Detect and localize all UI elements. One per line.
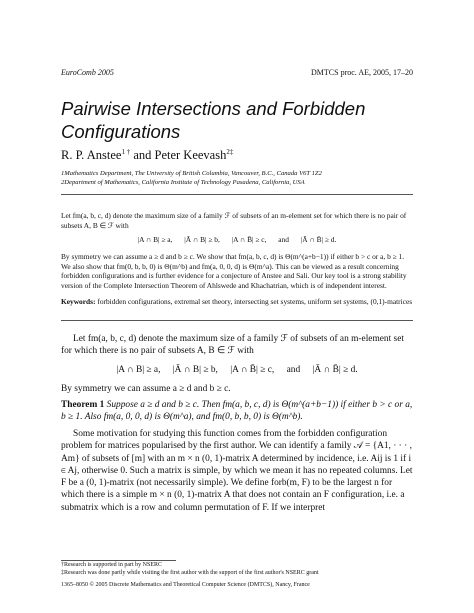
divider	[61, 320, 413, 321]
condition: |A ∩ B| ≥ a,	[116, 365, 161, 375]
author-line	[61, 148, 233, 163]
running-header-right: DMTCS proc. AE, 2005, 17–20	[311, 68, 413, 77]
keywords-label: Keywords:	[61, 297, 96, 306]
body-paragraph-1: Let fm(a, b, c, d) denote the maximum size of a family ℱ of subsets of an m-element set for which there is no pair of subsets A, B ∈ ℱ with	[61, 334, 404, 357]
condition: |Ā ∩ B̄| ≥ d.	[300, 235, 337, 244]
theorem-statement: Suppose a ≥ d and b ≥ c. Then fm(a, b, c, d) is Θ(m^(a+b−1)) if either b > c or a, b ≥ 1. Also fm(a, 0, 0, d) is Θ(m^a), and fm(0, b, b, 0) is Θ(m^b).	[61, 400, 413, 423]
theorem-label: Theorem 1	[61, 400, 105, 410]
theorem-1	[61, 399, 413, 424]
condition: |Ā ∩ B| ≥ b,	[184, 235, 220, 244]
affiliation-2: 2Department of Mathematics, California Institute of Technology Pasadena, California, USA	[61, 179, 305, 186]
condition-and: and	[278, 235, 289, 244]
abstract-conditions	[61, 235, 413, 245]
affiliation-1: 1Mathematics Department, The University of British Columbia, Vancouver, B.C., Canada V6T 1Z2	[61, 170, 322, 177]
footnote-1: †Research is supported in part by NSERC	[61, 562, 162, 568]
author-1: R. P. Anstee	[61, 148, 122, 163]
keywords-text: forbidden configurations, extremal set theory, intersecting set systems, uniform set systems, (0,1)-matrices	[97, 297, 413, 306]
body-conditions	[61, 364, 413, 376]
condition: |A ∩ B̄| ≥ c,	[230, 365, 275, 375]
footnote-2: ‡Research was done partly while visiting the first author with the support of the first author's NSERC grant	[61, 570, 319, 576]
copyright-footer: 1365–8050 © 2005 Discrete Mathematics and Theoretical Computer Science (DMTCS), Nancy, France	[61, 582, 310, 588]
condition: |Ā ∩ B| ≥ b,	[172, 365, 218, 375]
author-2: and Peter Keevash	[130, 148, 227, 163]
abstract-paragraph-1: Let fm(a, b, c, d) denote the maximum size of a family ℱ of subsets of an m-element set for which there is no pair of subsets A, B ∈ ℱ with	[61, 211, 407, 230]
abstract-paragraph-2: By symmetry we can assume a ≥ d and b ≥ c. We show that fm(a, b, c, d) is Θ(m^(a+b−1)) if either b > c or a, b ≥ 1. We also show that fm(0, b, b, 0) is Θ(m^b) and fm(a, 0, 0, d) is Θ(m^a). This can be viewed as a result concerning forbidden configurations and is further evidence for a conjecture of Anstee and Sali. Our key tool is a strong stability version of the Complete Intersection Theorem of Ahlswede and Khachatrian, which is of independent interest.	[61, 252, 407, 290]
body-paragraph-2: By symmetry we can assume a ≥ d and b ≥ c.	[61, 384, 231, 394]
keywords	[61, 297, 413, 307]
running-header-left: EuroComb 2005	[61, 68, 114, 77]
footnote-rule	[61, 560, 176, 561]
paper-title: Pairwise Intersections and Forbidden Configurations	[61, 98, 366, 142]
divider	[61, 194, 413, 195]
condition: |A ∩ B̄| ≥ c,	[231, 235, 267, 244]
author-1-marks: 1 †	[121, 148, 131, 156]
author-2-marks: 2‡	[226, 148, 234, 156]
condition: |Ā ∩ B̄| ≥ d.	[312, 365, 358, 375]
condition: |A ∩ B| ≥ a,	[137, 235, 173, 244]
body-paragraph-3: Some motivation for studying this function comes from the forbidden configuration problem for matrices popularised by the first author. We can identify a family 𝒜 = {A1, · · · , Am} of subsets of [m] with an m × n (0, 1)-matrix A determined by incidence, i.e. Aij is 1 if i ∈ Aj, otherwise 0. Such a matrix is simple, by which we mean it has no repeated columns. Let F be a (0, 1)-matrix (not necessarily simple). We define forb(m, F) to be the largest n for which there is a simple m × n (0, 1)-matrix A that does not contain an F configuration, i.e. a submatrix which is a row and column permutation of F. If we interpret	[61, 429, 413, 513]
condition-and: and	[286, 365, 301, 375]
